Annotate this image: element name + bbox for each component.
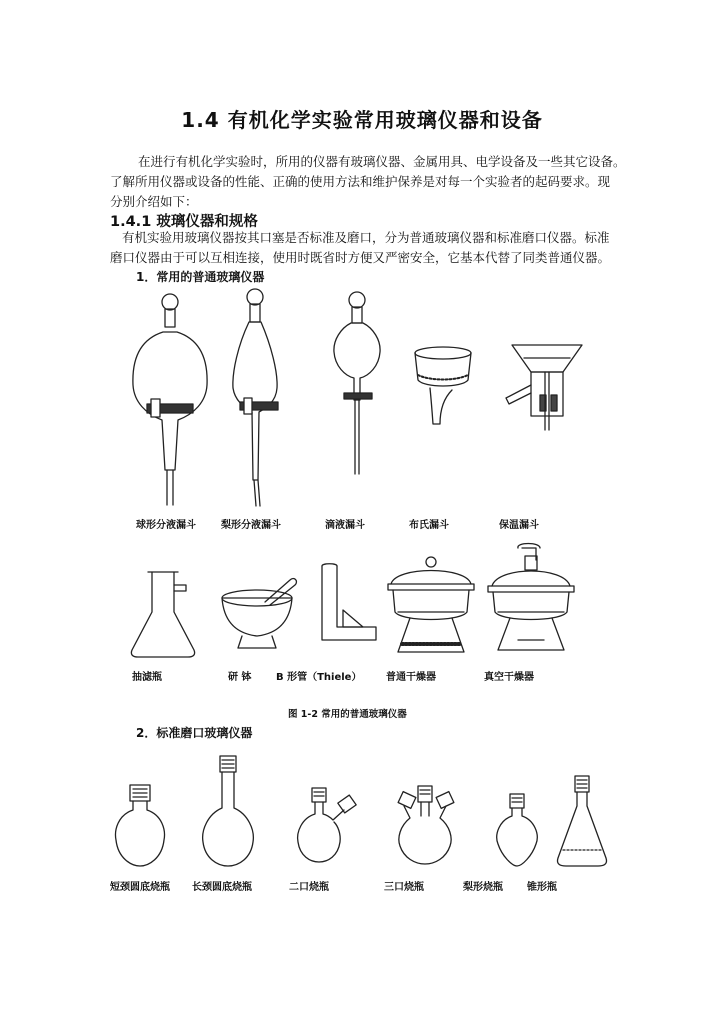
- page-title: 1.4 有机化学实验常用玻璃仪器和设备: [181, 108, 543, 132]
- three-neck-flask-drawing: [398, 786, 454, 864]
- spherical-separatory-funnel-drawing: [133, 294, 207, 505]
- pear-separatory-funnel-drawing: [233, 289, 278, 506]
- subheading-ground-glassware: 2．标准磨口玻璃仪器: [136, 726, 253, 740]
- mortar-and-pestle-drawing: [222, 579, 296, 648]
- section-heading: 1.4.1 玻璃仪器和规格: [110, 214, 258, 230]
- label-conical-flask: 锥形瓶: [527, 882, 557, 893]
- label-long-neck-round-flask: 长颈圆底烧瓶: [192, 882, 252, 893]
- label-pear-shaped-flask: 梨形烧瓶: [463, 882, 503, 893]
- label-three-neck-flask: 三口烧瓶: [384, 882, 424, 893]
- section-line-2: 磨口仪器由于可以互相连接，使用时既省时方便又严密安全，它基本代替了同类普通仪器。: [110, 250, 611, 265]
- suction-flask-drawing: [131, 572, 194, 657]
- hot-water-funnel-drawing: [506, 345, 582, 430]
- buchner-funnel-drawing: [415, 347, 471, 424]
- label-two-neck-flask: 二口烧瓶: [289, 882, 329, 893]
- label-buchner-funnel: 布氏漏斗: [409, 520, 449, 531]
- figure-caption: 图 1-2 常用的普通玻璃仪器: [288, 709, 407, 720]
- short-neck-round-flask-drawing: [116, 785, 165, 866]
- subheading-common-glassware: 1．常用的普通玻璃仪器: [136, 270, 265, 284]
- intro-line-2: 了解所用仪器或设备的性能、正确的使用方法和维护保养是对每一个实验者的起码要求。现: [110, 174, 611, 189]
- conical-flask-drawing: [557, 776, 606, 866]
- intro-line-3: 分别介绍如下：: [110, 194, 198, 209]
- label-hot-water-funnel: 保温漏斗: [499, 520, 539, 531]
- label-pear-separatory-funnel: 梨形分液漏斗: [221, 520, 281, 531]
- long-neck-round-flask-drawing: [203, 756, 254, 866]
- vacuum-desiccator-drawing: [488, 544, 574, 651]
- pear-shaped-flask-drawing: [497, 794, 537, 866]
- label-mortar: 研 钵: [228, 672, 252, 683]
- two-neck-flask-drawing: [298, 788, 357, 862]
- section-line-1: 有机实验用玻璃仪器按其口塞是否标准及磨口，分为普通玻璃仪器和标准磨口仪器。标准: [122, 230, 610, 245]
- label-suction-flask: 抽滤瓶: [132, 672, 162, 683]
- label-dropping-funnel: 滴液漏斗: [325, 520, 365, 531]
- ordinary-desiccator-drawing: [388, 557, 474, 652]
- label-spherical-separatory-funnel: 球形分液漏斗: [136, 520, 196, 531]
- label-ordinary-desiccator: 普通干燥器: [386, 672, 436, 683]
- dropping-funnel-drawing: [334, 292, 380, 474]
- label-short-neck-round-flask: 短颈圆底烧瓶: [110, 882, 170, 893]
- label-thiele-tube: B 形管（Thiele）: [276, 672, 362, 683]
- intro-line-1: 在进行有机化学实验时，所用的仪器有玻璃仪器、金属用具、电学设备及一些其它设备。: [138, 154, 626, 169]
- label-vacuum-desiccator: 真空干燥器: [484, 672, 534, 683]
- thiele-tube-drawing: [322, 564, 376, 640]
